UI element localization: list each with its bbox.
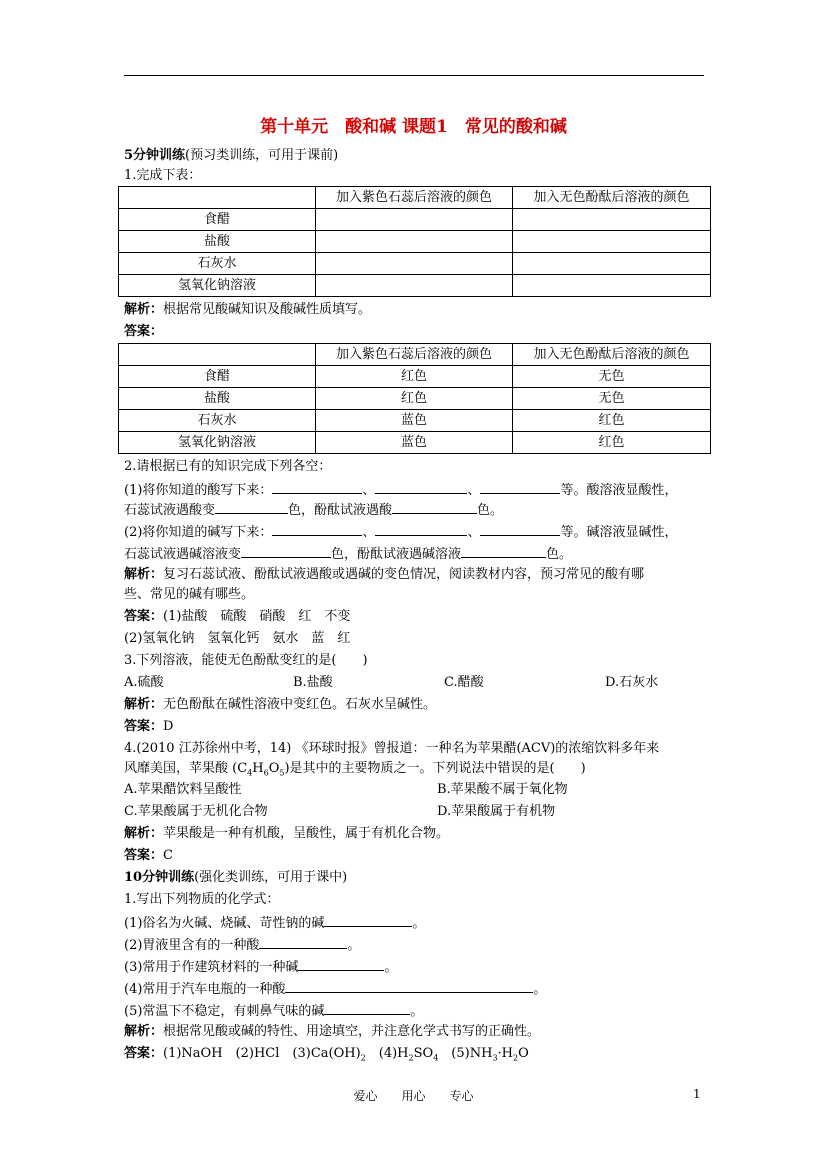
q1-analysis: 解析：根据常见酸碱知识及酸碱性质填写。 bbox=[124, 302, 372, 317]
q3-option-b: B.盐酸 bbox=[293, 675, 333, 690]
table-cell: 无色 bbox=[513, 388, 711, 410]
q1-answer-label: 答案： bbox=[124, 324, 164, 339]
table-cell: 氢氧化钠溶液 bbox=[119, 432, 316, 454]
table-header-cell: 加入紫色石蕊后溶液的颜色 bbox=[316, 344, 513, 366]
q2-part2-line1: (2)将你知道的碱写下来： 、 、 等。碱溶液显碱性， bbox=[124, 525, 678, 540]
page-number: 1 bbox=[693, 1087, 701, 1101]
answer-table bbox=[118, 343, 711, 454]
table-cell: 石灰水 bbox=[119, 410, 316, 432]
page-title: 第十单元 酸和碱 课题1 常见的酸和碱 bbox=[260, 117, 567, 137]
table-row-label: 盐酸 bbox=[119, 231, 316, 253]
table-header-cell: 加入紫色石蕊后溶液的颜色 bbox=[316, 187, 513, 209]
table-row-label: 食醋 bbox=[119, 209, 316, 231]
q3-analysis: 解析：无色酚酞在碱性溶液中变红色。石灰水呈碱性。 bbox=[124, 697, 437, 712]
table-header-cell bbox=[119, 187, 316, 209]
question-2: 2.请根据已有的知识完成下列各空： bbox=[124, 459, 332, 474]
footer-motto: 爱心 用心 专心 bbox=[353, 1089, 474, 1103]
q2-part1-line2: 石蕊试液遇酸变 色，酚酞试液遇酸 色。 bbox=[124, 503, 504, 518]
blank-table bbox=[118, 186, 711, 297]
q2-analysis: 解析：复习石蕊试液、酚酞试液遇酸或遇碱的变色情况，阅读教材内容，预习常见的酸有哪 bbox=[124, 567, 645, 582]
table-row-label: 氢氧化钠溶液 bbox=[119, 275, 316, 297]
q3-option-d: D.石灰水 bbox=[605, 675, 659, 690]
table-row-label: 石灰水 bbox=[119, 253, 316, 275]
table-cell: 食醋 bbox=[119, 366, 316, 388]
q2-analysis-cont: 些、常见的碱有哪些。 bbox=[124, 587, 255, 602]
table-cell: 红色 bbox=[513, 432, 711, 454]
q3-option-c: C.醋酸 bbox=[444, 675, 484, 690]
section-heading-10min: 10分钟训练(强化类训练，可用于课中) bbox=[124, 870, 348, 885]
table-header-cell bbox=[119, 344, 316, 366]
s2-item-2: (2)胃液里含有的一种酸 。 bbox=[124, 938, 361, 953]
question-4-cont: 风靡美国，苹果酸 $(C_4H_6O_5)$是其中的主要物质之一。下列说法中错误的是( ) bbox=[124, 761, 586, 778]
table-cell: 蓝色 bbox=[316, 432, 513, 454]
s2-item-5: (5)常温下不稳定，有刺鼻气味的碱 。 bbox=[124, 1004, 424, 1019]
table-header-cell: 加入无色酚酞后溶液的颜色 bbox=[513, 344, 711, 366]
table-cell: 盐酸 bbox=[119, 388, 316, 410]
table-cell: 红色 bbox=[316, 366, 513, 388]
s2-item-1: (1)俗名为火碱、烧碱、苛性钠的碱 。 bbox=[124, 916, 426, 931]
q4-option-b: B.苹果酸不属于氧化物 bbox=[437, 782, 568, 797]
q4-answer: 答案：C bbox=[124, 848, 173, 863]
table-cell: 红色 bbox=[316, 388, 513, 410]
question-1: 1.完成下表： bbox=[124, 168, 202, 183]
table-cell: 蓝色 bbox=[316, 410, 513, 432]
question-4: 4.(2010 江苏徐州中考，14) 《环球时报》曾报道：一种名为苹果醋(ACV)的浓缩饮料多年来 bbox=[124, 741, 660, 756]
q2-part1-line1: (1)将你知道的酸写下来： 、 、 等。酸溶液显酸性， bbox=[124, 483, 678, 498]
q4-option-c: C.苹果酸属于无机化合物 bbox=[124, 804, 268, 819]
s2-item-4: (4)常用于汽车电瓶的一种酸 。 bbox=[124, 982, 547, 997]
s2-question-1: 1.写出下列物质的化学式： bbox=[124, 892, 280, 907]
q2-answer-1: 答案：(1)盐酸 硫酸 硝酸 红 不变 bbox=[124, 609, 351, 624]
q3-answer: 答案：D bbox=[124, 719, 174, 734]
section-heading-5min: 5分钟训练(预习类训练，可用于课前) bbox=[124, 148, 339, 163]
s2-analysis: 解析：根据常见酸或碱的特性、用途填空，并注意化学式书写的正确性。 bbox=[124, 1024, 541, 1039]
header-rule bbox=[124, 75, 704, 76]
table-cell: 无色 bbox=[513, 366, 711, 388]
q4-option-a: A.苹果醋饮料呈酸性 bbox=[124, 782, 242, 797]
q2-answer-2: (2)氢氧化钠 氢氧化钙 氨水 蓝 红 bbox=[124, 631, 351, 646]
q4-option-d: D.苹果酸属于有机物 bbox=[437, 804, 556, 819]
table-header-cell: 加入无色酚酞后溶液的颜色 bbox=[513, 187, 711, 209]
q4-analysis: 解析：苹果酸是一种有机酸，呈酸性，属于有机化合物。 bbox=[124, 826, 450, 841]
s2-answer: 答案：(1)NaOH (2)HCl $(3)Ca(OH)_2$ $(4)H_2SO_4$ $(5)NH_3\cdot H_2O$ bbox=[124, 1046, 529, 1063]
question-3: 3.下列溶液，能使无色酚酞变红的是( ) bbox=[124, 653, 368, 668]
table-cell: 红色 bbox=[513, 410, 711, 432]
q2-part2-line2: 石蕊试液遇碱溶液变 色，酚酞试液遇碱溶液 色。 bbox=[124, 547, 573, 562]
q3-option-a: A.硫酸 bbox=[124, 675, 164, 690]
s2-item-3: (3)常用于作建筑材料的一种碱 。 bbox=[124, 960, 398, 975]
